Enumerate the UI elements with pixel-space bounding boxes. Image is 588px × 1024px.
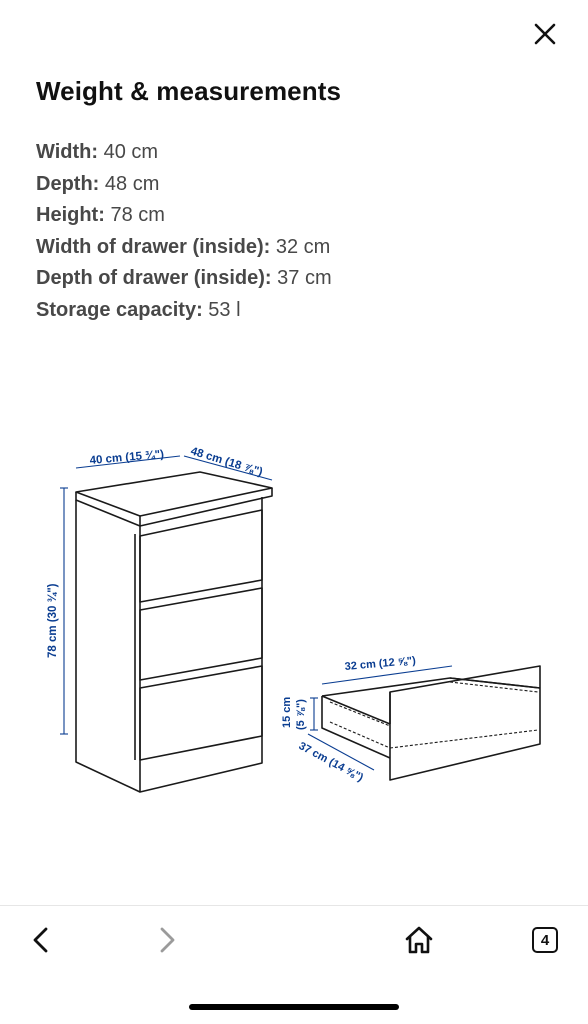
spec-label: Width of drawer (inside): [36,235,271,258]
tabs-count: 4 [532,927,558,953]
dresser-width-label: 40 cm (15 ¾") [89,448,165,467]
dresser-drawer-3 [140,666,262,760]
close-icon [534,23,556,45]
dresser-height-label: 78 cm (30 ¾") [47,583,59,658]
dresser-drawer-2 [140,588,262,680]
drawer-height-label-imperial: (5 ⅞") [295,699,307,730]
dresser-side [76,500,140,792]
spec-row-depth [36,169,332,201]
dresser-drawer-1 [140,510,262,602]
spec-value: 32 cm [275,235,331,258]
spec-list [36,137,332,327]
spec-row-drawer-width [36,232,332,264]
back-button[interactable] [20,918,64,962]
spec-row-height [36,200,332,232]
spec-label: Width: [36,141,99,163]
spec-row-storage-capacity [36,295,332,327]
spec-label: Depth of drawer (inside): [36,267,272,290]
spec-value: 37 cm [277,267,332,290]
page-title: Weight & measurements [36,76,342,106]
dimension-illustration [40,430,560,820]
home-indicator[interactable] [189,1004,399,1010]
drawer-depth-label: 37 cm (14 ⅝") [296,740,366,785]
dresser-depth-label: 48 cm (18 ⅞") [189,445,264,479]
chevron-right-icon [154,926,178,954]
close-button[interactable] [528,17,562,51]
spec-value: 40 cm [103,141,159,163]
browser-toolbar [0,905,588,976]
drawer-height-label: 15 cm [281,696,293,728]
spec-value: 78 cm [110,204,165,227]
forward-button[interactable] [144,918,188,962]
spec-label: Storage capacity: [36,298,203,321]
chevron-left-icon [30,926,54,954]
spec-label: Depth: [36,172,100,195]
dresser-top [76,472,272,516]
spec-value: 53 l [208,298,241,321]
home-button[interactable] [397,918,441,962]
spec-row-drawer-depth [36,263,332,295]
spec-label: Height: [36,204,105,227]
home-icon [404,925,434,955]
drawer-width-label: 32 cm (12 ⅝") [344,654,417,673]
spec-row-width [36,137,332,169]
tabs-button[interactable] [523,918,567,962]
spec-value: 48 cm [104,172,160,195]
